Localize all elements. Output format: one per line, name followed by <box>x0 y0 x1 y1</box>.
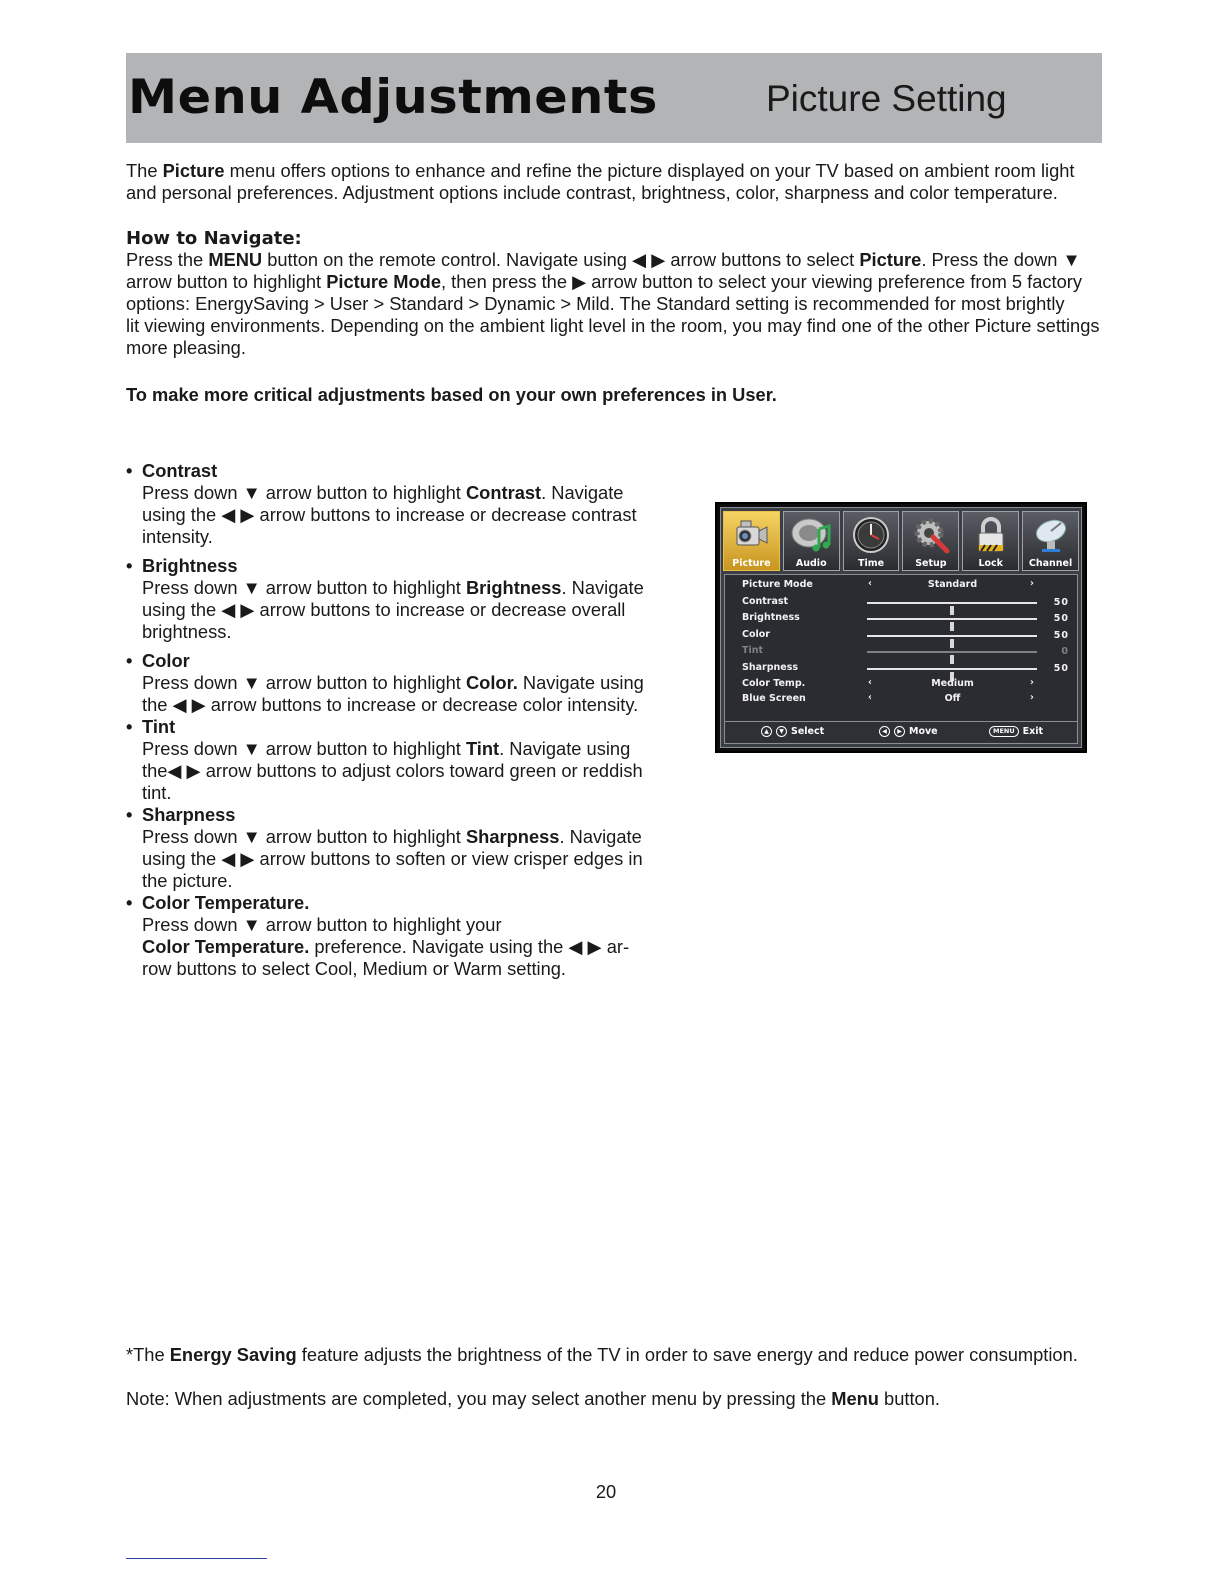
list-item-color-temperature: • Color Temperature. Press down ▼ arrow button to highlight your Color Temperature. preference. Navigate using the ◀ ▶ ar- row buttons to select Cool, Medium or Warm setting. <box>126 892 686 980</box>
critical-adjustments-heading: To make more critical adjustments based on your own preferences in User. <box>126 384 777 405</box>
left-arrow-icon: ‹ <box>868 692 872 703</box>
left-arrow-icon: ‹ <box>868 578 872 589</box>
osd-hint-exit: MENU Exit <box>989 726 1043 737</box>
osd-tab-channel: Channel <box>1022 511 1079 571</box>
osd-tab-setup: Setup <box>902 511 959 571</box>
page-header <box>126 53 1102 143</box>
page-number: 20 <box>595 1481 617 1502</box>
intro-paragraph: The Picture menu offers options to enhance and refine the picture displayed on your TV based on ambient room light and personal preferences. Adjustment options include contrast, brightness, color, sharpness and color temperature. <box>126 160 1075 203</box>
osd-tab-audio: Audio <box>783 511 840 571</box>
left-arrow-icon: ‹ <box>868 677 872 688</box>
osd-row-brightness: Brightness 50 <box>725 610 1077 626</box>
right-arrow-icon: › <box>1030 677 1034 688</box>
slider-track <box>867 635 1037 637</box>
gear-wrench-icon <box>911 515 951 555</box>
left-button-icon: ◀ <box>879 726 890 737</box>
slider-track <box>867 618 1037 620</box>
camcorder-icon <box>731 515 771 555</box>
osd-hint-select: ▲ ▼ Select <box>761 726 824 737</box>
osd-row-color: Color 50 <box>725 627 1077 643</box>
osd-footer-bar <box>724 721 1078 744</box>
tv-picture-menu-screenshot <box>715 502 1087 753</box>
osd-settings-panel <box>724 574 1078 724</box>
menu-key-icon: MENU <box>989 726 1019 737</box>
clock-icon <box>851 515 891 555</box>
menu-button-note: Note: When adjustments are completed, you may select another menu by pressing the Menu button. <box>126 1388 940 1409</box>
section-title: Picture Setting <box>766 78 1007 119</box>
navigate-paragraph: Press the MENU button on the remote control. Navigate using ◀ ▶ arrow buttons to select Picture. Press the down ▼ arrow button to highlight Picture Mode, then press the ▶ arrow button to select your viewing preference from 5 factory options: EnergySaving > User > Standard > Dynamic > Mild. The Standard setting is recommended for most brightly lit viewing environments. Depending on the ambient light level in the room, you may find one of the other Picture settings more pleasing. <box>126 249 1100 358</box>
satellite-dish-icon <box>1030 515 1072 555</box>
list-item-tint: • Tint Press down ▼ arrow button to highlight Tint. Navigate using the◀ ▶ arrow buttons to adjust colors toward green or reddish tint. <box>126 716 686 804</box>
page-title: Menu Adjustments <box>128 70 658 125</box>
padlock-icon <box>971 515 1011 555</box>
energy-saving-note: *The Energy Saving feature adjusts the brightness of the TV in order to save energy and reduce power consumption. <box>126 1344 1078 1365</box>
osd-row-picture-mode: Picture Mode ‹ Standard › <box>742 578 1034 590</box>
osd-row-sharpness: Sharpness 50 <box>725 660 1077 676</box>
list-item-sharpness: • Sharpness Press down ▼ arrow button to highlight Sharpness. Navigate using the ◀ ▶ arrow buttons to soften or view crisper edges in the picture. <box>126 804 686 892</box>
osd-row-contrast: Contrast 50 <box>725 594 1077 610</box>
osd-row-color-temp: Color Temp. ‹ Medium › <box>742 677 1034 689</box>
right-arrow-icon: › <box>1030 692 1034 703</box>
navigate-heading: How to Navigate: <box>126 228 302 249</box>
osd-hint-move: ◀ ▶ Move <box>879 726 938 737</box>
osd-tab-lock: Lock <box>962 511 1019 571</box>
right-arrow-icon: › <box>1030 578 1034 589</box>
osd-tab-picture: Picture <box>723 511 780 571</box>
osd-row-tint: Tint 0 <box>725 643 1077 659</box>
osd-tab-time: Time <box>843 511 900 571</box>
slider-track <box>867 602 1037 604</box>
list-item-brightness: • Brightness Press down ▼ arrow button to highlight Brightness. Navigate using the ◀ ▶ arrow buttons to increase or decrease overall brightness. <box>126 555 686 643</box>
list-item-contrast: • Contrast Press down ▼ arrow button to highlight Contrast. Navigate using the ◀ ▶ arrow buttons to increase or decrease contrast intensity. <box>126 460 686 548</box>
slider-track <box>867 668 1037 670</box>
osd-row-blue-screen: Blue Screen ‹ Off › <box>742 692 1034 704</box>
up-button-icon: ▲ <box>761 726 772 737</box>
list-item-color: • Color Press down ▼ arrow button to highlight Color. Navigate using the ◀ ▶ arrow buttons to increase or decrease color intensity. <box>126 650 686 716</box>
adjustment-list <box>126 460 686 980</box>
right-button-icon: ▶ <box>894 726 905 737</box>
footer-rule <box>126 1558 267 1559</box>
down-button-icon: ▼ <box>776 726 787 737</box>
osd-tab-bar <box>723 511 1079 571</box>
speaker-music-icon <box>789 515 833 555</box>
slider-track <box>867 651 1037 653</box>
